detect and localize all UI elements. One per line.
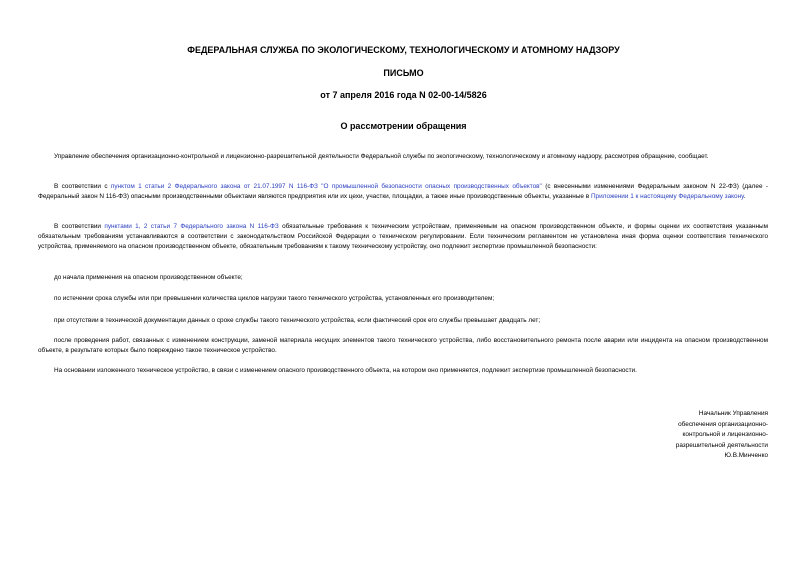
paragraph-intro: Управление обеспечения организационно-контрольной и лицензионно-разрешительной деятельности Федеральной службы по экологическому, технологическому и атомному надзору, рассмотрев обращение, сообщает. — [54, 153, 709, 160]
paragraph-conclusion: На основании изложенного техническое устройство, в связи с изменением опасного производственного объекта, на котором оно применяется, подлежит экспертизе промышленной безопасности. — [54, 367, 637, 374]
signature-name: Ю.В.Минченко — [724, 452, 768, 459]
paragraph-text: . — [743, 193, 746, 200]
agency-title: ФЕДЕРАЛЬНАЯ СЛУЖБА ПО ЭКОЛОГИЧЕСКОМУ, ТЕХНОЛОГИЧЕСКОМУ И АТОМНОМУ НАДЗОРУ — [187, 45, 620, 55]
paragraph-text: В соответствии с — [54, 183, 111, 190]
paragraph-requirements — [38, 222, 768, 252]
signature-position-line: разрешительной деятельности — [675, 441, 768, 449]
document-date-number: от 7 апреля 2016 года N 02-00-14/5826 — [320, 90, 487, 100]
paragraph-definition — [38, 182, 768, 202]
signature-position-line: обеспечения организационно- — [678, 420, 768, 428]
signature-position-line: Начальник Управления — [698, 410, 768, 417]
list-item: при отсутствии в технической документации данных о сроке службы такого технического устройства, если фактический срок его службы превышает двадцать лет; — [54, 317, 541, 324]
article-7-link[interactable]: пунктами 1, 2 статьи 7 Федерального закона N 116-ФЗ — [104, 223, 279, 230]
law-116-fz-link[interactable]: пунктом 1 статьи 2 Федерального закона от 21.07.1997 N 116-ФЗ "О промышленной безопасности опасных производственных объектов" — [110, 183, 542, 190]
list-item: до начала применения на опасном производственном объекте; — [54, 274, 243, 281]
document-type: ПИСЬМО — [383, 68, 424, 78]
paragraph-text: (с внесенными изменениями Федеральным законом N 22-ФЗ) (далее - Федеральный закон N 116-ФЗ) опасными производственными объектами являются предприятия или их цехи, участки, площадки, а также иные производственные объекты, указанные в — [38, 183, 768, 200]
document-subject: О рассмотрении обращения — [340, 121, 467, 131]
appendix-1-link[interactable]: Приложении 1 к настоящему Федеральному закону — [590, 193, 744, 200]
signature-position-line: контрольной и лицензионно- — [682, 431, 768, 438]
paragraph-text: В соответствии — [54, 223, 105, 230]
list-item: после проведения работ, связанных с изменением конструкции, заменой материала несущих элементов такого технического устройства, либо восстановительного ремонта после аварии или инцидента на опасном производственном объекте, в результате которых было повреждено такое техническое устройство. — [38, 337, 768, 354]
signature-block — [600, 409, 768, 462]
paragraph-text: обязательные требования к техническим устройствам, применяемым на опасном производственном объекте, и формы оценки их соответствия указанным обязательным требованиям устанавливаются в соответствии с законодательством Российской Федерации о техническом регулировании. Если техническим регламентом не установлена иная форма оценки соответствия технического устройства, применяемого на опасном производственном объекте, обязательным требованиям к такому техническому устройству, оно подлежит экспертизе промышленной безопасности: — [38, 223, 769, 250]
list-item: по истечении срока службы или при превышении количества циклов нагрузки такого технического устройства, установленных его производителем; — [54, 295, 495, 302]
